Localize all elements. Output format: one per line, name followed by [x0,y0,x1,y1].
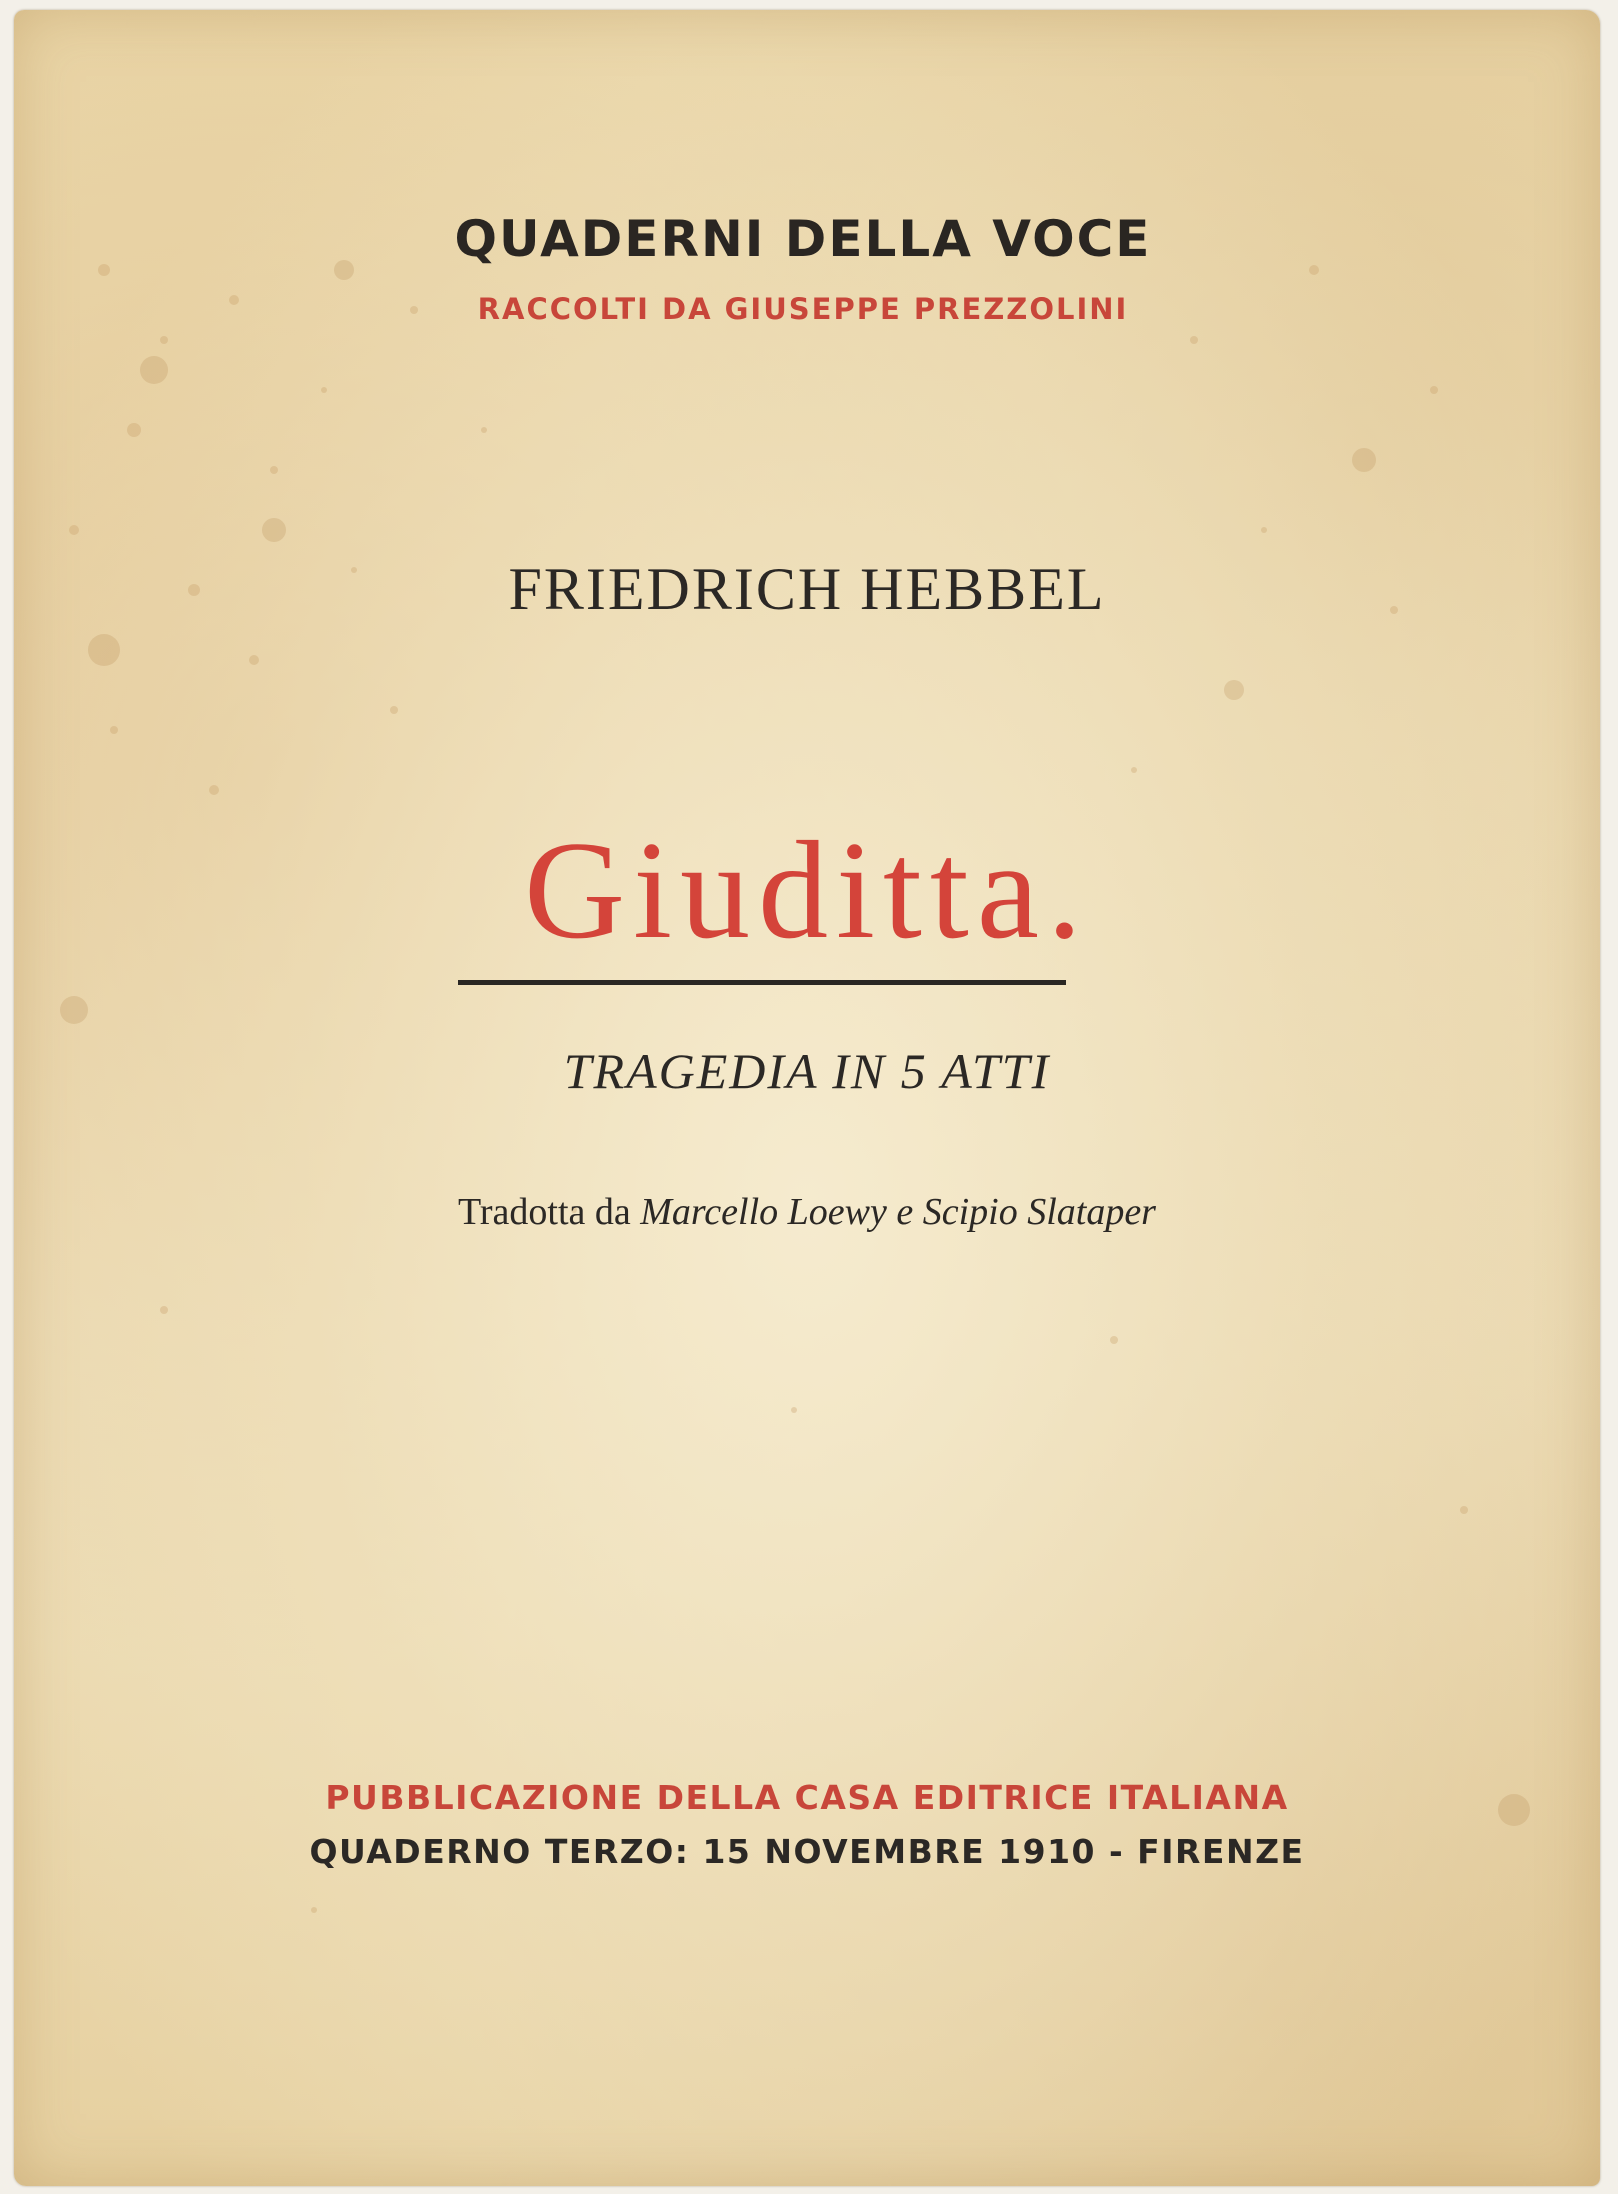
translation-conjunction: e [896,1191,914,1233]
book-subtitle: TRAGEDIA IN 5 ATTI [563,1043,1051,1099]
publisher-line: PUBBLICAZIONE DELLA CASA EDITRICE ITALIANA [325,1778,1289,1817]
book-cover [14,10,1600,2186]
series-title: QUADERNI DELLA VOCE [454,210,1152,268]
author-name: FRIEDRICH HEBBEL [508,556,1106,622]
translator-1: Marcello Loewy [640,1191,887,1233]
title-underline [458,980,1066,985]
book-title: Giuditta. [524,813,1090,968]
translation-credit [14,1190,1600,1234]
translation-prefix: Tradotta da [458,1191,631,1233]
issue-line: QUADERNO TERZO: 15 NOVEMBRE 1910 - FIRENZE [309,1832,1305,1871]
translator-2: Scipio Slataper [922,1191,1156,1233]
series-editor: RACCOLTI DA GIUSEPPE PREZZOLINI [477,292,1129,326]
